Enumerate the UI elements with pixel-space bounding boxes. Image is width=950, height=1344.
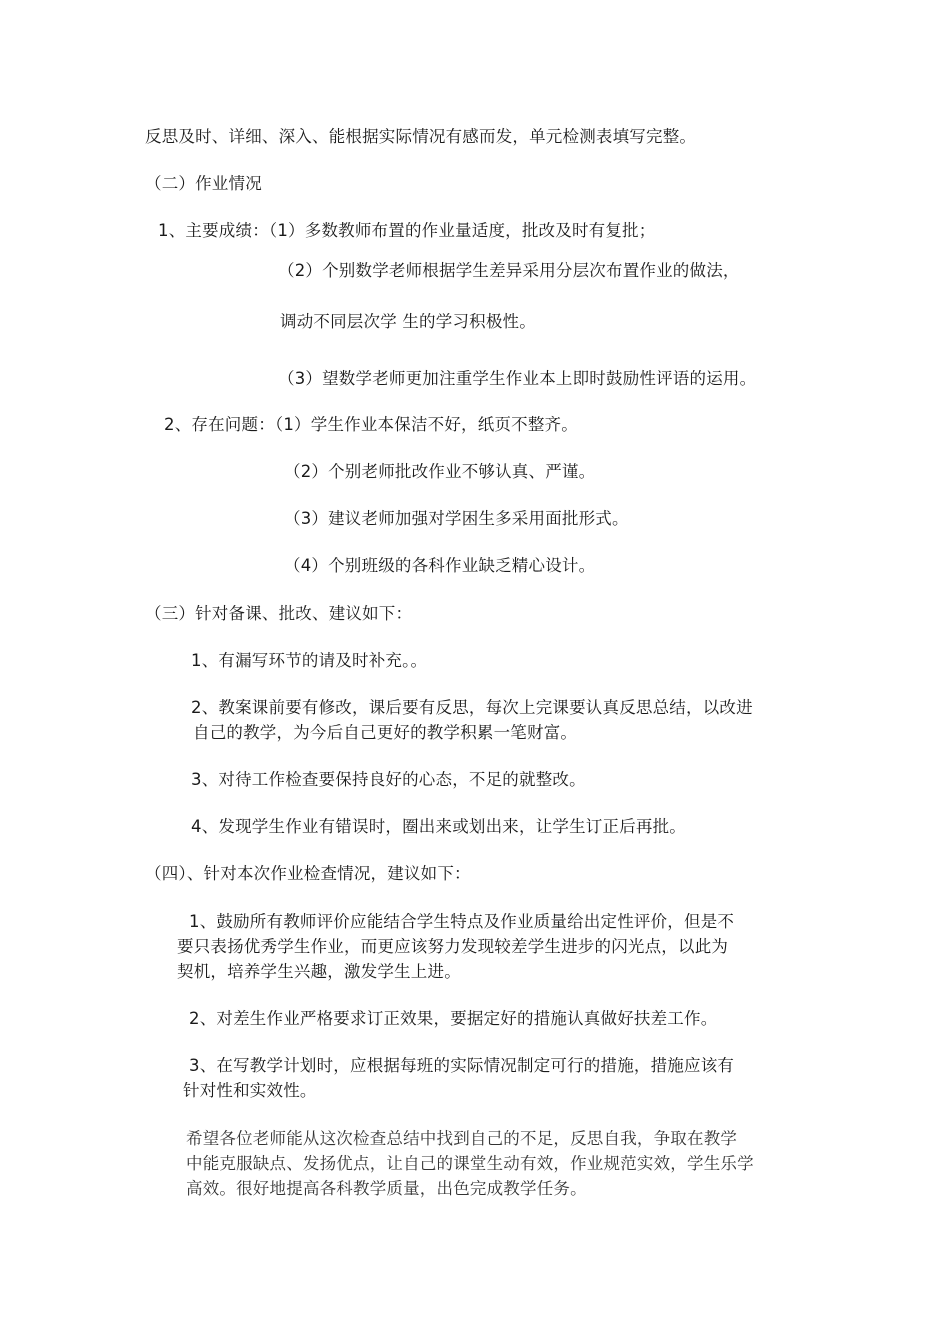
section3-item1: 1、有漏写环节的请及时补充。。 xyxy=(191,651,428,670)
achievements-item3: （3）望数学老师更加注重学生作业本上即时鼓励性评语的运用。 xyxy=(278,369,757,388)
achievements-item2-line1: （2）个别数学老师根据学生差异采用分层次布置作业的做法， xyxy=(278,261,740,280)
section3-item3: 3、对待工作检查要保持良好的心态，不足的就整改。 xyxy=(191,770,586,789)
section4-item2: 2、对差生作业严格要求订正效果，要据定好的措施认真做好扶差工作。 xyxy=(189,1009,718,1028)
section4-item3-line1: 3、在写教学计划时，应根据每班的实际情况制定可行的措施，措施应该有 xyxy=(189,1056,735,1075)
closing-line3: 高效。很好地提高各科教学质量，出色完成教学任务。 xyxy=(186,1179,587,1198)
achievements-lead: 1、主要成绩：（1）多数教师布置的作业量适度，批改及时有复批； xyxy=(158,221,656,240)
section3-item2-line1: 2、教案课前要有修改，课后要有反思，每次上完课要认真反思总结，以改进 xyxy=(191,698,753,717)
section4-item1-line3: 契机，培养学生兴趣，激发学生上进。 xyxy=(177,962,461,981)
problems-lead: 2、存在问题：（1）学生作业本保洁不好，纸页不整齐。 xyxy=(164,415,578,434)
problems-item2: （2）个别老师批改作业不够认真、严谨。 xyxy=(284,462,596,481)
closing-line2: 中能克服缺点、发扬优点，让自己的课堂生动有效，作业规范实效，学生乐学 xyxy=(186,1154,754,1173)
section2-heading: （二）作业情况 xyxy=(145,174,262,193)
section4-item1-line2: 要只表扬优秀学生作业，而更应该努力发现较差学生进步的闪光点，以此为 xyxy=(177,937,729,956)
problems-item4: （4）个别班级的各科作业缺乏精心设计。 xyxy=(284,556,596,575)
section4-item3-line2: 针对性和实效性。 xyxy=(183,1081,317,1100)
intro-line: 反思及时、详细、深入、能根据实际情况有感而发，单元检测表填写完整。 xyxy=(145,127,697,146)
section3-heading: （三）针对备课、批改、建议如下： xyxy=(145,604,413,623)
achievements-item2-line2: 调动不同层次学 生的学习积极性。 xyxy=(280,312,536,331)
problems-item3: （3）建议老师加强对学困生多采用面批形式。 xyxy=(284,509,629,528)
closing-line1: 希望各位老师能从这次检查总结中找到自己的不足，反思自我，争取在教学 xyxy=(186,1129,738,1148)
section3-item4: 4、发现学生作业有错误时，圈出来或划出来，让学生订正后再批。 xyxy=(191,817,686,836)
section4-item1-line1: 1、鼓励所有教师评价应能结合学生特点及作业质量给出定性评价，但是不 xyxy=(189,912,735,931)
section4-heading: （四）、针对本次作业检查情况，建议如下： xyxy=(145,864,471,883)
section3-item2-line2: 自己的教学，为今后自己更好的教学积累一笔财富。 xyxy=(193,723,578,742)
